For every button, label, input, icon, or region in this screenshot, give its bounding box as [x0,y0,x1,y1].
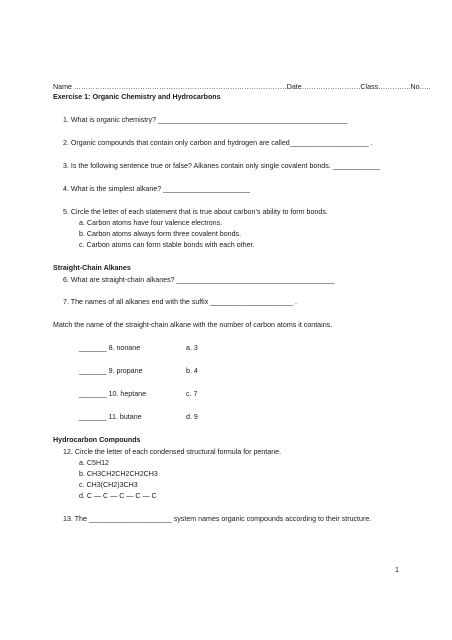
header-name-date-class-line: Name ………………………………………………………………………………Date…………………….Class…………..No….. [53,83,431,91]
question-3: 3. Is the following sentence true or false? Alkanes contain only single covalent bonds. ____________ [63,162,381,170]
question-7: 7. The names of all alkanes end with the suffix _____________________ . [63,298,298,306]
page-number: 1 [395,566,399,574]
question-5: 5. Circle the letter of each statement that is true about carbon’s ability to form bonds. [63,208,328,216]
question-12-option-d: d. C — C — C — C — C [79,492,157,500]
question-13: 13. The _____________________ system names organic compounds according to their structure. [63,515,372,523]
question-5-option-a: a. Carbon atoms have four valence electrons. [79,219,223,227]
question-12: 12. Circle the letter of each condensed structural formula for pentane. [63,448,282,456]
question-6: 6. What are straight-chain alkanes? ________________________________________ [63,276,335,284]
match-item-right: d. 9 [186,413,198,421]
question-2: 2. Organic compounds that contain only carbon and hydrogen are called____________________ . [63,139,373,147]
question-5-option-b: b. Carbon atoms always form three covalent bonds. [79,230,242,238]
question-5-option-c: c. Carbon atoms can form stable bonds with each other. [79,241,255,249]
question-4: 4. What is the simplest alkane? ______________________ [63,185,250,193]
match-item-left: _______ 10. heptane [79,390,147,398]
match-item-right: c. 7 [186,390,198,398]
question-12-option-c: c. CH3(CH2)3CH3 [79,481,138,489]
question-12-option-a: a. C5H12 [79,459,109,467]
match-item-left: _______ 9. propane [79,367,143,375]
exercise-title: Exercise 1: Organic Chemistry and Hydrocarbons [53,93,221,101]
match-item-left: _______ 11. butane [79,413,142,421]
section-title-hydrocarbon-compounds: Hydrocarbon Compounds [53,436,141,444]
section-title-straight-chain: Straight-Chain Alkanes [53,264,131,272]
match-item-left: _______ 8. nonane [79,344,141,352]
question-12-option-b: b. CH3CH2CH2CH2CH3 [79,470,158,478]
question-1: 1. What is organic chemistry? ________________________________________________ [63,116,348,124]
match-item-right: a. 3 [186,344,198,352]
match-instruction: Match the name of the straight-chain alkane with the number of carbon atoms it contains. [53,321,333,329]
match-item-right: b. 4 [186,367,198,375]
